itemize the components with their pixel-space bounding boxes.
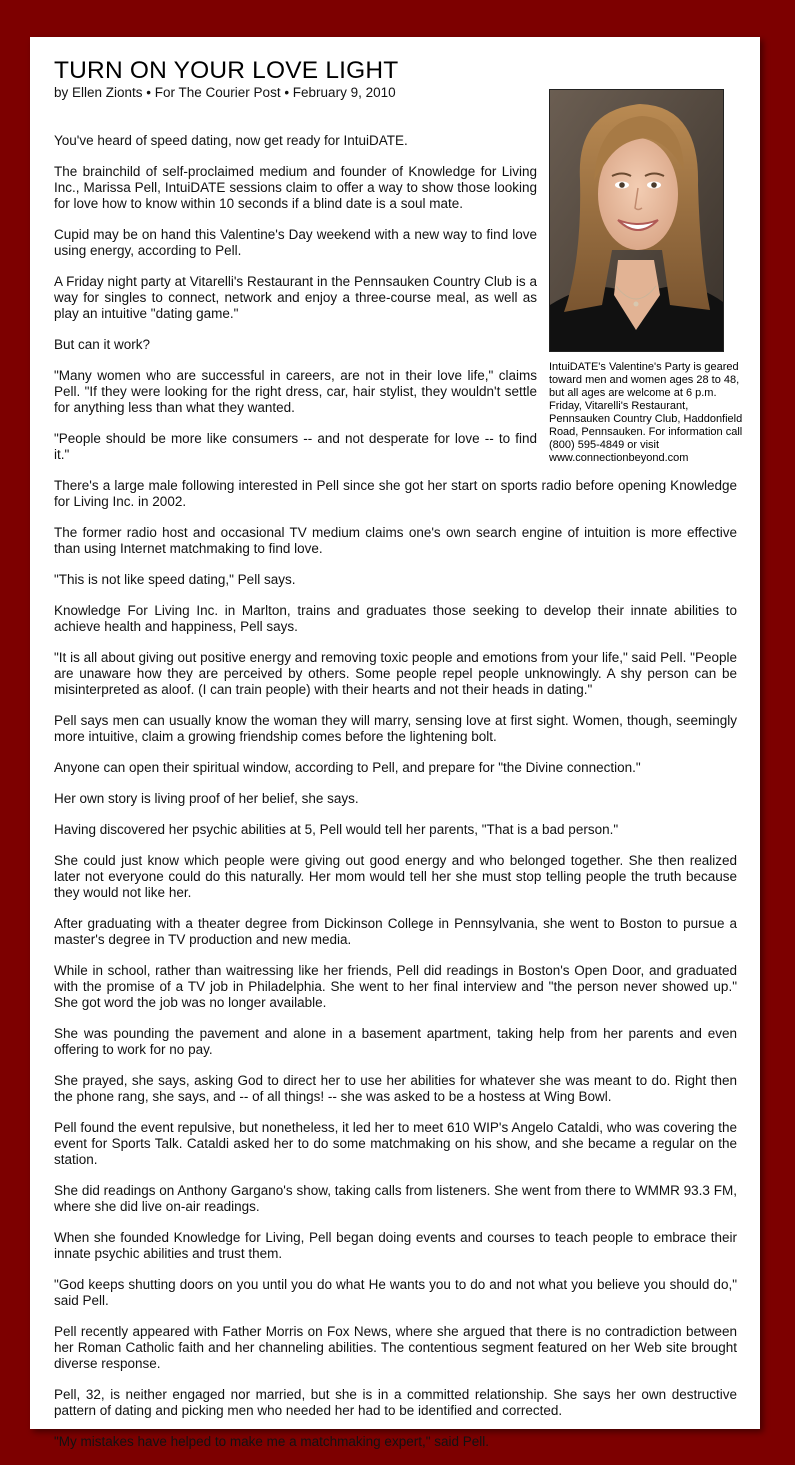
article-paragraph: Knowledge For Living Inc. in Marlton, trains and graduates those seeking to develop their innate abilities to achieve health and happiness, Pell says. [54, 603, 737, 634]
article-paragraph: "My mistakes have helped to make me a matchmaking expert," said Pell. [54, 1434, 490, 1449]
article-paragraph: When she founded Knowledge for Living, Pell began doing events and courses to teach people to embrace their innate psychic abilities and trust them. [54, 1230, 737, 1261]
article-byline: by Ellen Zionts • For The Courier Post • February 9, 2010 [54, 85, 396, 100]
article-paragraph: She did readings on Anthony Gargano's show, taking calls from listeners. She went from there to WMMR 93.3 FM, where she did live on-air readings. [54, 1183, 737, 1214]
article-paragraph: "Many women who are successful in careers, are not in their love life," claims Pell. "If they were looking for the right dress, car, hair stylist, they wouldn't settle for anything less than what they wanted. [54, 368, 537, 415]
article-paragraph: Having discovered her psychic abilities at 5, Pell would tell her parents, "That is a bad person." [54, 822, 619, 837]
photo-sidebar [549, 89, 745, 465]
article-paragraph: The former radio host and occasional TV medium claims one's own search engine of intuition is more effective than using Internet matchmaking to find love. [54, 525, 737, 556]
photo-caption: IntuiDATE's Valentine's Party is geared toward men and women ages 28 to 48, but all ages are welcome at 6 p.m. Friday, Vitarelli's Restaurant, Pennsauken Country Club, Haddonfield Road, Pennsauken. For information call (800) 595-4849 or visit www.connectionbeyond.com [549, 361, 743, 464]
article-paragraph: But can it work? [54, 337, 151, 352]
article-paragraph: Her own story is living proof of her belief, she says. [54, 791, 359, 806]
article-paragraph: She was pounding the pavement and alone in a basement apartment, taking help from her parents and even offering to work for no pay. [54, 1026, 737, 1057]
article-paragraph: "It is all about giving out positive energy and removing toxic people and emotions from your life," said Pell. "People are unaware how they are perceived by others. Some people repel people unknowingly. A shy person can be misinterpreted as aloof. (I can train people) with their hearts and not their heads in dating." [54, 650, 737, 697]
article-paragraph: You've heard of speed dating, now get ready for IntuiDATE. [54, 133, 408, 148]
article-paragraph: She could just know which people were giving out good energy and who belonged together. She then realized later not everyone could do this naturally. Her mom would tell her she must stop telling people the truth because they would not like her. [54, 853, 737, 900]
article-paragraph: She prayed, she says, asking God to direct her to use her abilities for whatever she was meant to do. Right then the phone rang, she says, and -- of all things! -- she was asked to be a hostess at Wing Bowl. [54, 1073, 737, 1104]
article-content [54, 57, 743, 1465]
article-paragraph: After graduating with a theater degree from Dickinson College in Pennsylvania, she went to Boston to pursue a master's degree in TV production and new media. [54, 916, 737, 947]
article-paragraph: There's a large male following interested in Pell since she got her start on sports radio before opening Knowledge for Living Inc. in 2002. [54, 478, 737, 509]
article-paragraph: Pell says men can usually know the woman they will marry, sensing love at first sight. Women, though, seemingly more intuitive, claim a growing friendship comes before the lightening bolt. [54, 713, 737, 744]
article-paragraph: Cupid may be on hand this Valentine's Day weekend with a new way to find love using energy, according to Pell. [54, 227, 537, 258]
article-page [30, 37, 760, 1449]
article-paragraph: Pell found the event repulsive, but nonetheless, it led her to meet 610 WIP's Angelo Cataldi, who was covering the event for Sports Talk. Cataldi asked her to do some matchmaking on his show, and she became a regular on the station. [54, 1120, 737, 1167]
article-paragraph: The brainchild of self-proclaimed medium and founder of Knowledge for Living Inc., Marissa Pell, IntuiDATE sessions claim to offer a way to show those looking for love how to know within 10 seconds if a blind date is a soul mate. [54, 164, 537, 211]
portrait-image [550, 90, 723, 351]
article-paragraph: A Friday night party at Vitarelli's Restaurant in the Pennsauken Country Club is a way for singles to connect, network and enjoy a three-course meal, as well as play an intuitive "dating game." [54, 274, 537, 321]
article-paragraph: Pell, 32, is neither engaged nor married, but she is in a committed relationship. She says her own destructive pattern of dating and picking men who needed her had to be identified and corrected. [54, 1387, 737, 1418]
article-paragraph: "God keeps shutting doors on you until you do what He wants you to do and not what you believe you should do," said Pell. [54, 1277, 737, 1308]
article-paragraph: "People should be more like consumers -- and not desperate for love -- to find it." [54, 431, 537, 462]
article-paragraph: While in school, rather than waitressing like her friends, Pell did readings in Boston's Open Door, and graduated with the promise of a TV job in Philadelphia. She went to her final interview and "the person never showed up." She got word the job was no longer available. [54, 963, 737, 1010]
article-paragraph: Anyone can open their spiritual window, according to Pell, and prepare for "the Divine connection." [54, 760, 641, 775]
article-paragraph: "This is not like speed dating," Pell says. [54, 572, 296, 587]
article-paragraph: Pell recently appeared with Father Morris on Fox News, where she argued that there is no contradiction between her Roman Catholic faith and her channeling abilities. The contentious segment featured on her Web site brought diverse response. [54, 1324, 737, 1371]
portrait-photo [549, 89, 724, 352]
article-title: TURN ON YOUR LOVE LIGHT [54, 57, 399, 84]
